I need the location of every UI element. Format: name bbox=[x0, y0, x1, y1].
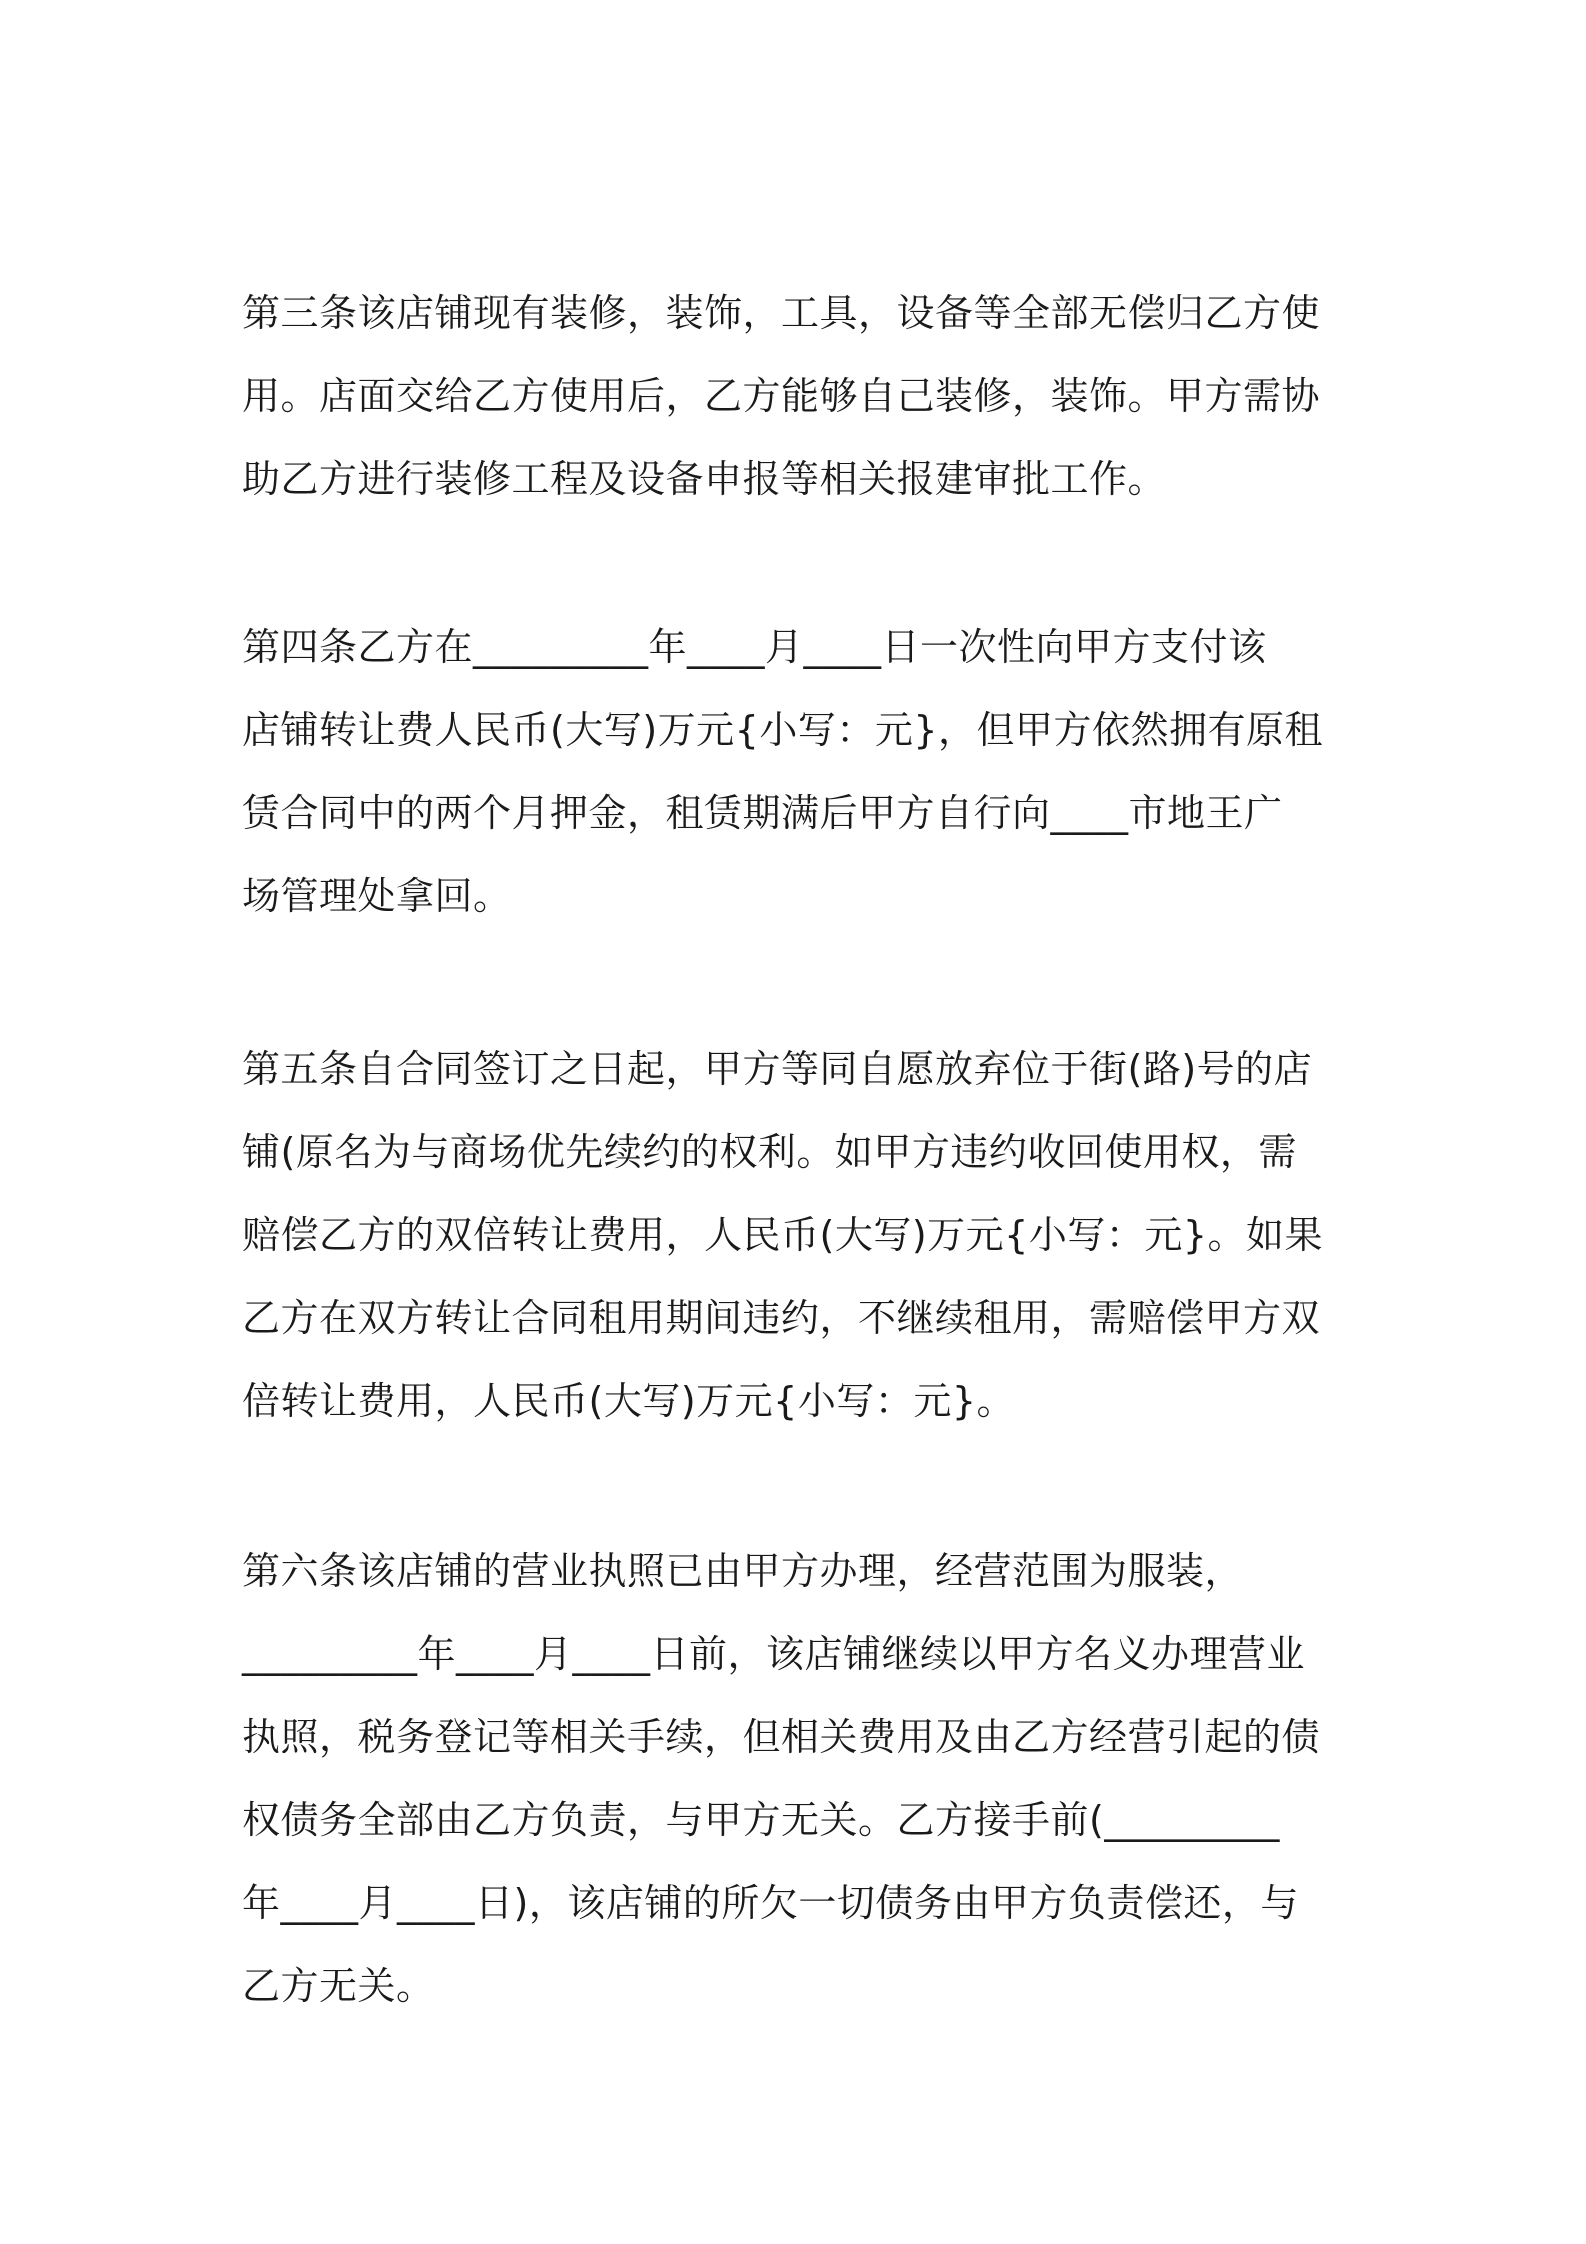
clause-6-line: 第六条该店铺的营业执照已由甲方办理，经营范围为服装， bbox=[242, 1549, 1244, 1593]
clause-6-line: 权债务全部由乙方负责，与甲方无关。乙方接手前(_________ bbox=[242, 1798, 1280, 1842]
clause-3-paragraph bbox=[242, 272, 1362, 521]
clause-3-line: 助乙方进行装修工程及设备申报等相关报建审批工作。 bbox=[242, 457, 1167, 501]
clause-4-line: 赁合同中的两个月押金，租赁期满后甲方自行向____市地王广 bbox=[242, 791, 1283, 835]
clause-5-line: 倍转让费用，人民币(大写)万元{小写：元}。 bbox=[242, 1379, 1016, 1423]
clause-3-line: 用。店面交给乙方使用后，乙方能够自己装修，装饰。甲方需协 bbox=[242, 374, 1321, 418]
clause-6-line: _________年____月____日前，该店铺继续以甲方名义办理营业 bbox=[242, 1632, 1306, 1676]
clause-5-line: 赔偿乙方的双倍转让费用，人民币(大写)万元{小写：元}。如果 bbox=[242, 1213, 1324, 1257]
clause-5-line: 铺(原名为与商场优先续约的权利。如甲方违约收回使用权，需 bbox=[242, 1130, 1297, 1174]
clause-6-line: 乙方无关。 bbox=[242, 1964, 435, 2008]
clause-3-line: 第三条该店铺现有装修，装饰，工具，设备等全部无偿归乙方使 bbox=[242, 291, 1321, 335]
clause-4-paragraph bbox=[242, 606, 1362, 938]
clause-6-paragraph bbox=[242, 1530, 1362, 2028]
clause-5-paragraph bbox=[242, 1028, 1362, 1443]
clause-4-line: 第四条乙方在_________年____月____日一次性向甲方支付该 bbox=[242, 625, 1267, 669]
clause-4-line: 场管理处拿回。 bbox=[242, 874, 512, 918]
clause-6-line: 年____月____日)，该店铺的所欠一切债务由甲方负责偿还，与 bbox=[242, 1881, 1299, 1925]
clause-5-line: 第五条自合同签订之日起，甲方等同自愿放弃位于街(路)号的店 bbox=[242, 1047, 1313, 1091]
clause-6-line: 执照，税务登记等相关手续，但相关费用及由乙方经营引起的债 bbox=[242, 1715, 1321, 1759]
clause-5-line: 乙方在双方转让合同租用期间违约，不继续租用，需赔偿甲方双 bbox=[242, 1296, 1321, 1340]
clause-4-line: 店铺转让费人民币(大写)万元{小写：元}，但甲方依然拥有原租 bbox=[242, 708, 1324, 752]
